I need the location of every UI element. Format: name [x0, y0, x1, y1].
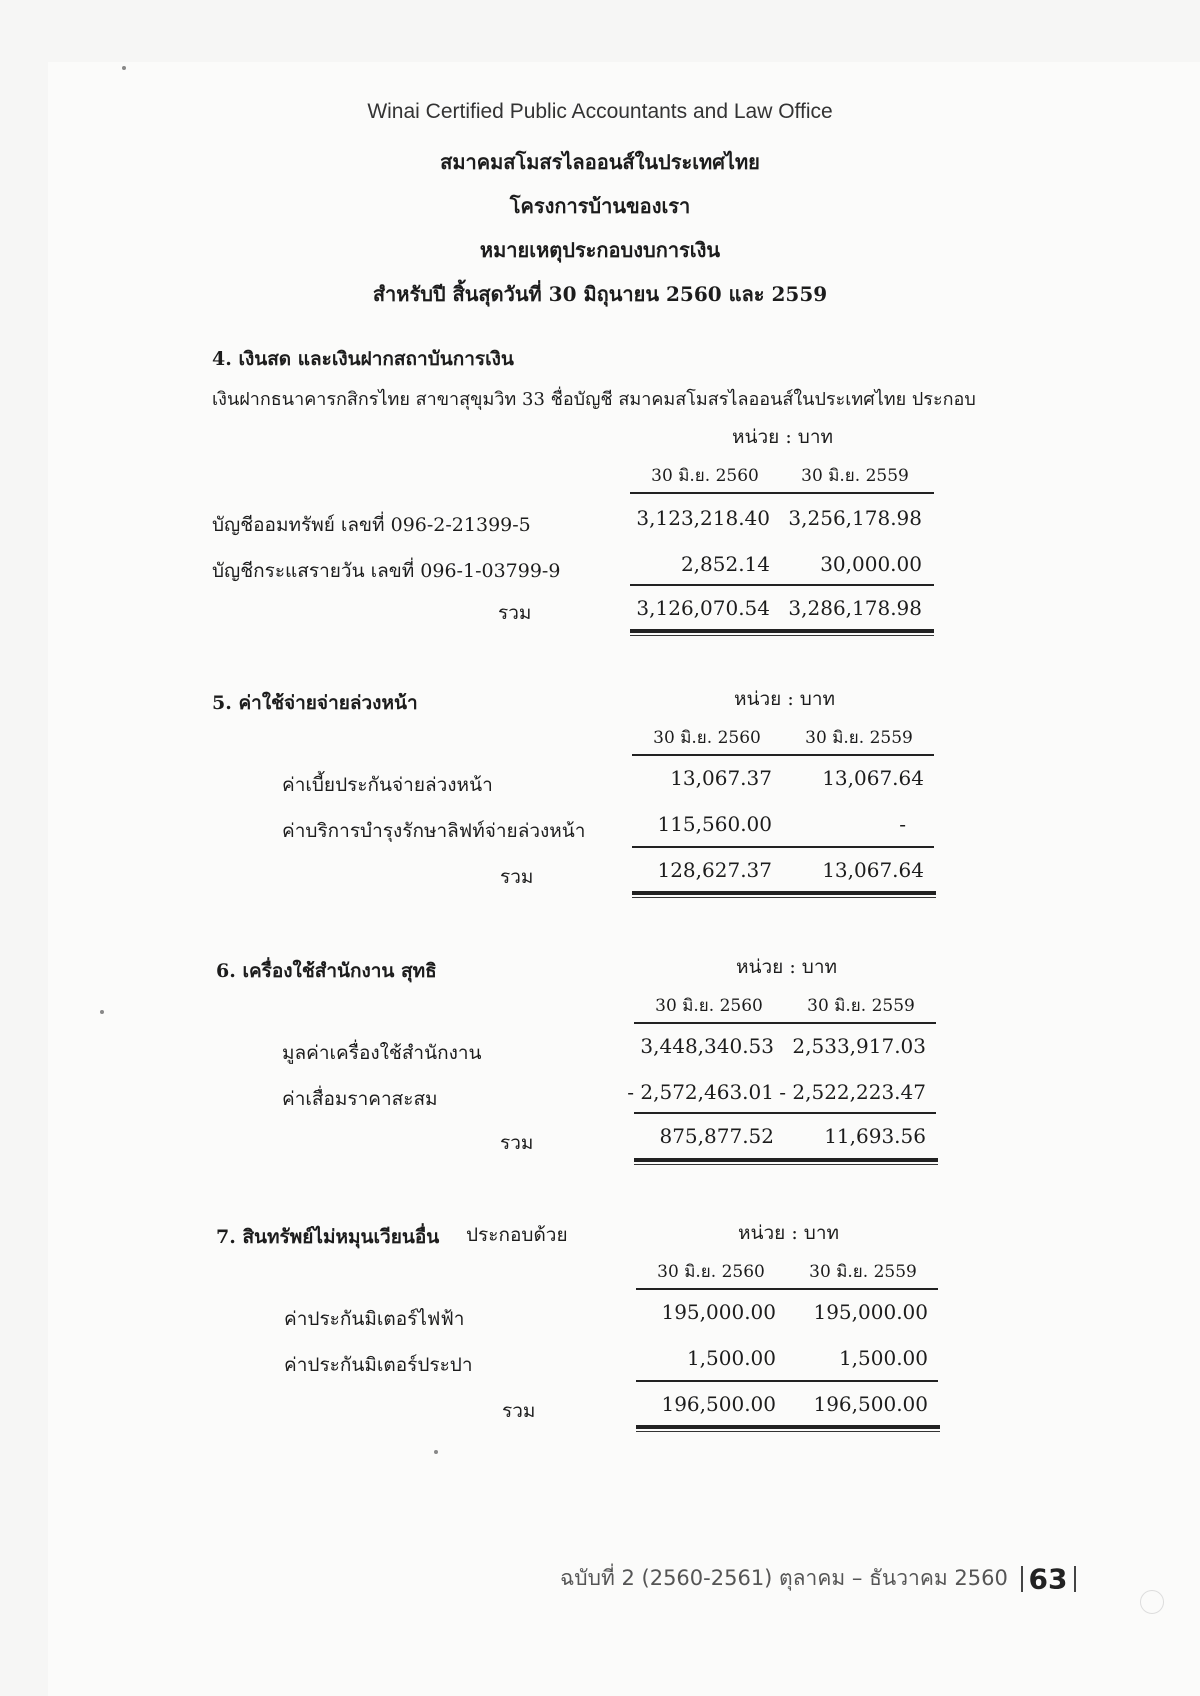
note7-col2-header: 30 มิ.ย. 2559: [809, 1262, 917, 1282]
scan-speck: [122, 66, 126, 70]
note7-subtotal-rule: [636, 1380, 938, 1382]
note5-total-2559: 13,067.64: [822, 858, 924, 882]
note7-header-rule: [636, 1288, 938, 1290]
note7-row-value-2559: 1,500.00: [838, 1346, 928, 1370]
note5-total-2560: 128,627.37: [657, 858, 772, 882]
scan-speck: [434, 1450, 438, 1454]
note6-col1-header: 30 มิ.ย. 2560: [655, 996, 763, 1016]
note6-row-value-2559: - 2,522,223.47: [779, 1080, 926, 1104]
note7-row-value-2560: 195,000.00: [661, 1300, 776, 1324]
page-footer: [560, 1562, 1082, 1596]
note5-col1-header: 30 มิ.ย. 2560: [653, 728, 761, 748]
note7-heading: 7. สินทรัพย์ไม่หมุนเวียนอื่น: [216, 1226, 440, 1248]
note7-heading-suffix: ประกอบด้วย: [466, 1224, 568, 1246]
note6-row-value-2560: 3,448,340.53: [640, 1034, 774, 1058]
note5-row-value-2559: -: [899, 812, 906, 836]
note7-row-value-2560: 1,500.00: [686, 1346, 776, 1370]
note5-row-label: ค่าเบี้ยประกันจ่ายล่วงหน้า: [282, 774, 493, 796]
note5-header-rule: [632, 754, 934, 756]
note6-row-label: มูลค่าเครื่องใช้สำนักงาน: [282, 1042, 482, 1064]
note6-double-rule: [634, 1158, 938, 1162]
note4-total-label: รวม: [498, 602, 532, 624]
note5-total-label: รวม: [500, 866, 534, 888]
notes-title: หมายเหตุประกอบงบการเงิน: [479, 238, 721, 262]
note4-col2-header: 30 มิ.ย. 2559: [801, 466, 909, 486]
note5-row-value-2560: 115,560.00: [657, 812, 772, 836]
note7-total-label: รวม: [502, 1400, 536, 1422]
note4-row-label: บัญชีกระแสรายวัน เลขที่ 096-1-03799-9: [212, 560, 561, 582]
note5-subtotal-rule: [632, 846, 934, 848]
note7-double-rule: [636, 1431, 940, 1432]
note7-unit: หน่วย : บาท: [738, 1222, 840, 1244]
note7-row-label: ค่าประกันมิเตอร์ไฟฟ้า: [284, 1308, 465, 1330]
note5-row-label: ค่าบริการบำรุงรักษาลิฟท์จ่ายล่วงหน้า: [282, 820, 586, 842]
note4-row-value-2559: 3,256,178.98: [788, 506, 922, 530]
association-name: สมาคมสโมสรไลออนส์ในประเทศไทย: [440, 150, 760, 174]
note7-row-label: ค่าประกันมิเตอร์ประปา: [284, 1354, 473, 1376]
note4-heading: 4. เงินสด และเงินฝากสถาบันการเงิน: [212, 348, 514, 370]
note7-double-rule: [636, 1425, 940, 1429]
note7-col1-header: 30 มิ.ย. 2560: [657, 1262, 765, 1282]
note6-row-value-2559: 2,533,917.03: [792, 1034, 926, 1058]
firm-name: Winai Certified Public Accountants and Law Office: [367, 100, 833, 123]
note7-total-2560: 196,500.00: [661, 1392, 776, 1416]
note4-double-rule: [630, 629, 934, 633]
note6-total-2560: 875,877.52: [659, 1124, 774, 1148]
note7-total-2559: 196,500.00: [813, 1392, 928, 1416]
footer-divider: [1074, 1566, 1076, 1592]
note4-row-label: บัญชีออมทรัพย์ เลขที่ 096-2-21399-5: [212, 514, 531, 536]
project-name: โครงการบ้านของเรา: [509, 194, 691, 218]
note5-double-rule: [632, 897, 936, 898]
footer-divider: [1021, 1566, 1023, 1592]
page-number: 63: [1028, 1562, 1068, 1596]
period-title: สำหรับปี สิ้นสุดวันที่ 30 มิถุนายน 2560 และ 2559: [372, 282, 828, 306]
note6-total-2559: 11,693.56: [824, 1124, 926, 1148]
note6-double-rule: [634, 1164, 938, 1165]
note6-total-label: รวม: [500, 1132, 534, 1154]
note5-row-value-2559: 13,067.64: [822, 766, 924, 790]
note6-header-rule: [634, 1022, 936, 1024]
note4-total-2560: 3,126,070.54: [636, 596, 770, 620]
note4-row-value-2559: 30,000.00: [820, 552, 922, 576]
note6-heading: 6. เครื่องใช้สำนักงาน สุทธิ: [216, 960, 437, 982]
note6-unit: หน่วย : บาท: [736, 956, 838, 978]
scan-speck: [100, 1010, 104, 1014]
note4-description: เงินฝากธนาคารกสิกรไทย สาขาสุขุมวิท 33 ชื่อบัญชี สมาคมสโมสรไลออนส์ในประเทศไทย ประกอบ: [212, 389, 976, 410]
scan-mark: [1140, 1590, 1164, 1614]
note6-col2-header: 30 มิ.ย. 2559: [807, 996, 915, 1016]
note4-total-2559: 3,286,178.98: [788, 596, 922, 620]
note5-double-rule: [632, 891, 936, 895]
note6-row-value-2560: - 2,572,463.01: [627, 1080, 774, 1104]
issue-label: ฉบับที่ 2 (2560-2561) ตุลาคม – ธันวาคม 2560: [560, 1566, 1008, 1590]
note5-unit: หน่วย : บาท: [734, 688, 836, 710]
note5-heading: 5. ค่าใช้จ่ายจ่ายล่วงหน้า: [212, 692, 418, 714]
note5-row-value-2560: 13,067.37: [670, 766, 772, 790]
note4-subtotal-rule: [630, 584, 934, 586]
note4-double-rule: [630, 635, 934, 636]
note7-row-value-2559: 195,000.00: [813, 1300, 928, 1324]
note4-row-value-2560: 3,123,218.40: [636, 506, 770, 530]
note4-header-rule: [630, 492, 934, 494]
note4-unit: หน่วย : บาท: [732, 426, 834, 448]
note4-col1-header: 30 มิ.ย. 2560: [651, 466, 759, 486]
note4-row-value-2560: 2,852.14: [680, 552, 770, 576]
note5-col2-header: 30 มิ.ย. 2559: [805, 728, 913, 748]
note6-row-label: ค่าเสื่อมราคาสะสม: [282, 1088, 438, 1110]
note6-subtotal-rule: [634, 1112, 936, 1114]
